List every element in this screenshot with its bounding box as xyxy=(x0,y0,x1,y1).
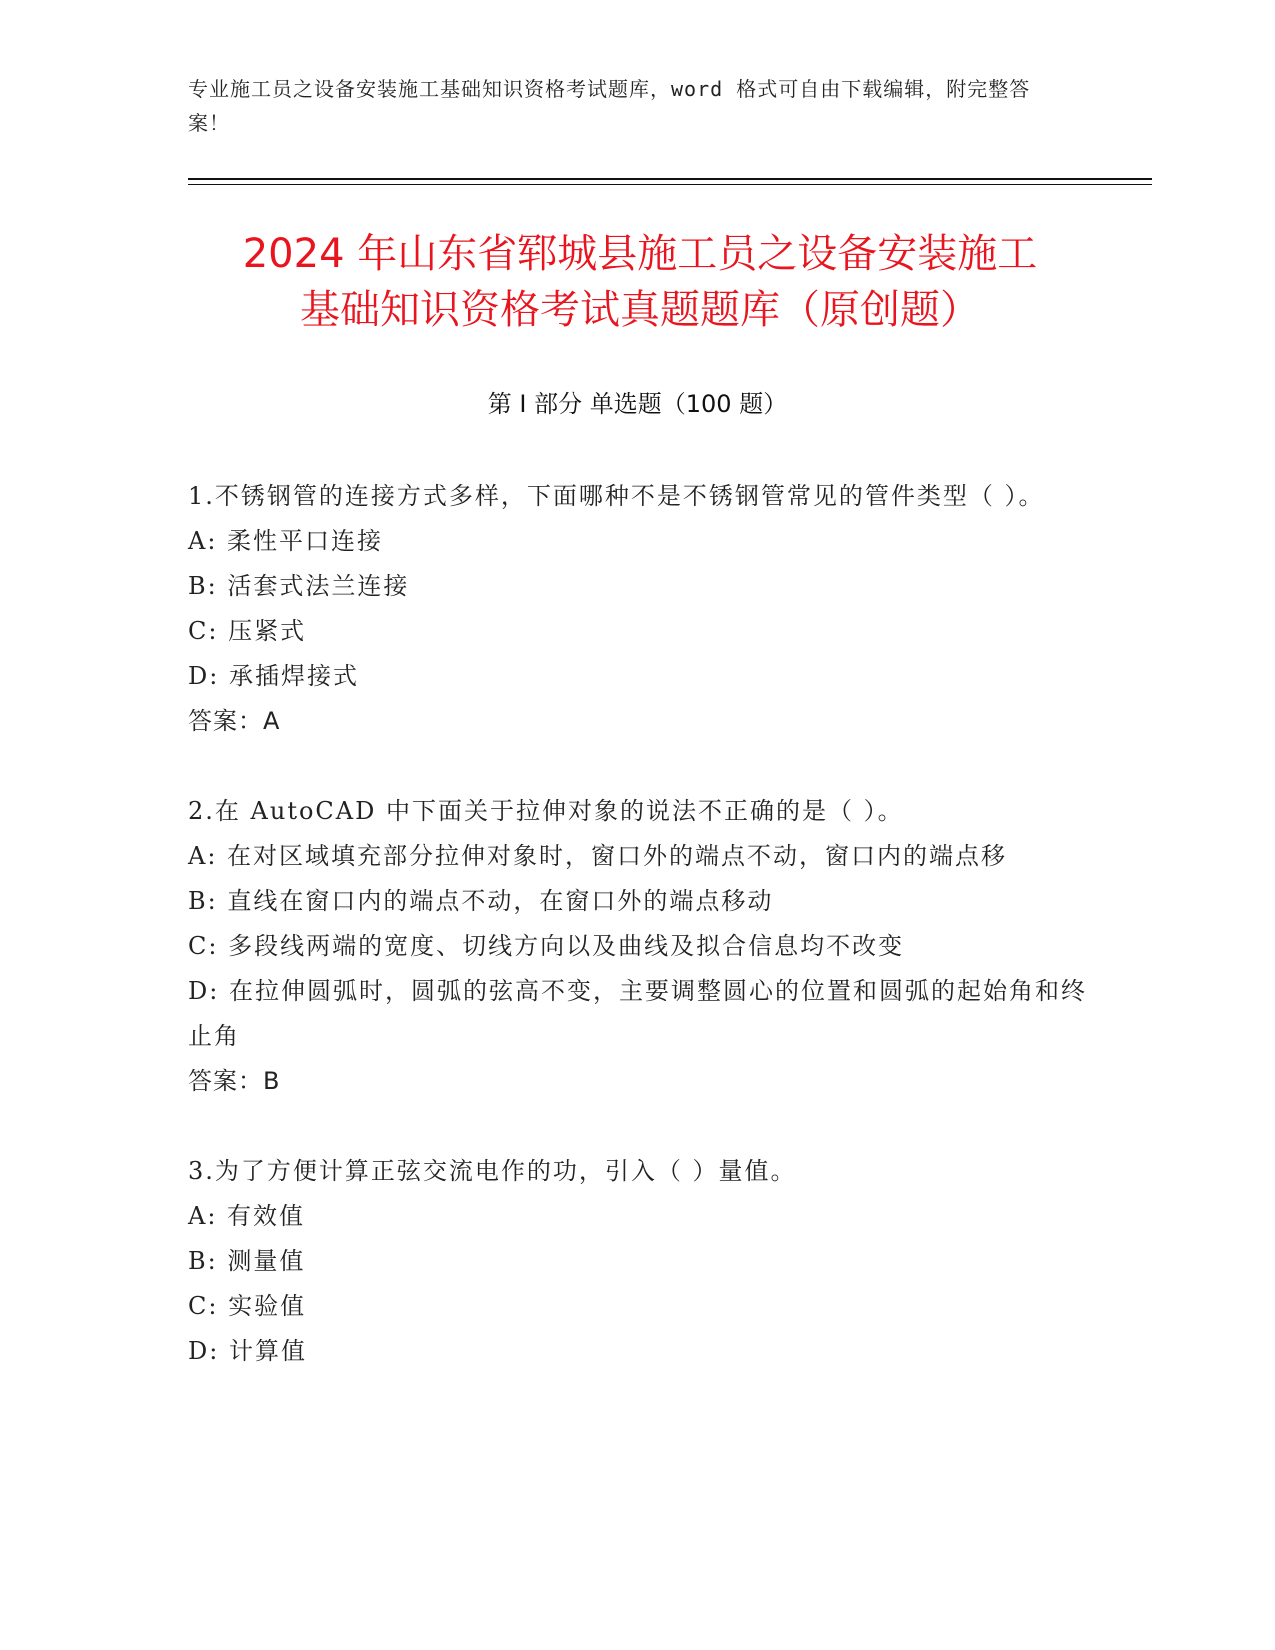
header-note: 专业施工员之设备安装施工基础知识资格考试题库，word 格式可自由下载编辑，附完整答案！ xyxy=(188,77,1031,135)
header-rule-thick xyxy=(188,178,1152,180)
question-stem: 1.不锈钢管的连接方式多样，下面哪种不是不锈钢管常见的管件类型（ ）。 xyxy=(188,482,1045,510)
option-b: B: 测量值 xyxy=(188,1247,306,1275)
option-c: C: 压紧式 xyxy=(188,617,307,645)
answer-line: 答案：B xyxy=(188,1067,281,1095)
option-a: A: 柔性平口连接 xyxy=(188,527,384,555)
section-title: 第 I 部分 单选题（100 题） xyxy=(487,390,788,418)
answer-line: 答案：A xyxy=(188,707,281,735)
title-line-1: 2024 年山东省郓城县施工员之设备安装施工 xyxy=(242,231,1038,277)
question-3 xyxy=(188,1149,1088,1374)
option-b: B: 活套式法兰连接 xyxy=(188,572,410,600)
option-c: C: 多段线两端的宽度、切线方向以及曲线及拟合信息均不改变 xyxy=(188,932,905,960)
document-title xyxy=(150,226,1130,338)
title-line-2: 基础知识资格考试真题题库（原创题） xyxy=(300,287,980,333)
question-stem: 2.在 AutoCAD 中下面关于拉伸对象的说法不正确的是（ ）。 xyxy=(188,797,904,825)
question-stem: 3.为了方便计算正弦交流电作的功，引入（ ）量值。 xyxy=(188,1157,797,1185)
option-d: D: 计算值 xyxy=(188,1337,307,1365)
option-d: D: 在拉伸圆弧时，圆弧的弦高不变，主要调整圆心的位置和圆弧的起始角和终止角 xyxy=(188,977,1087,1050)
option-c: C: 实验值 xyxy=(188,1292,307,1320)
option-a: A: 在对区域填充部分拉伸对象时，窗口外的端点不动，窗口内的端点移 xyxy=(188,842,1008,870)
question-2 xyxy=(188,789,1088,1104)
option-a: A: 有效值 xyxy=(188,1202,306,1230)
option-b: B: 直线在窗口内的端点不动，在窗口外的端点移动 xyxy=(188,887,774,915)
header-rule-thin xyxy=(188,184,1152,185)
question-1 xyxy=(188,474,1088,744)
question-list xyxy=(188,474,1088,1419)
option-d: D: 承插焊接式 xyxy=(188,662,359,690)
